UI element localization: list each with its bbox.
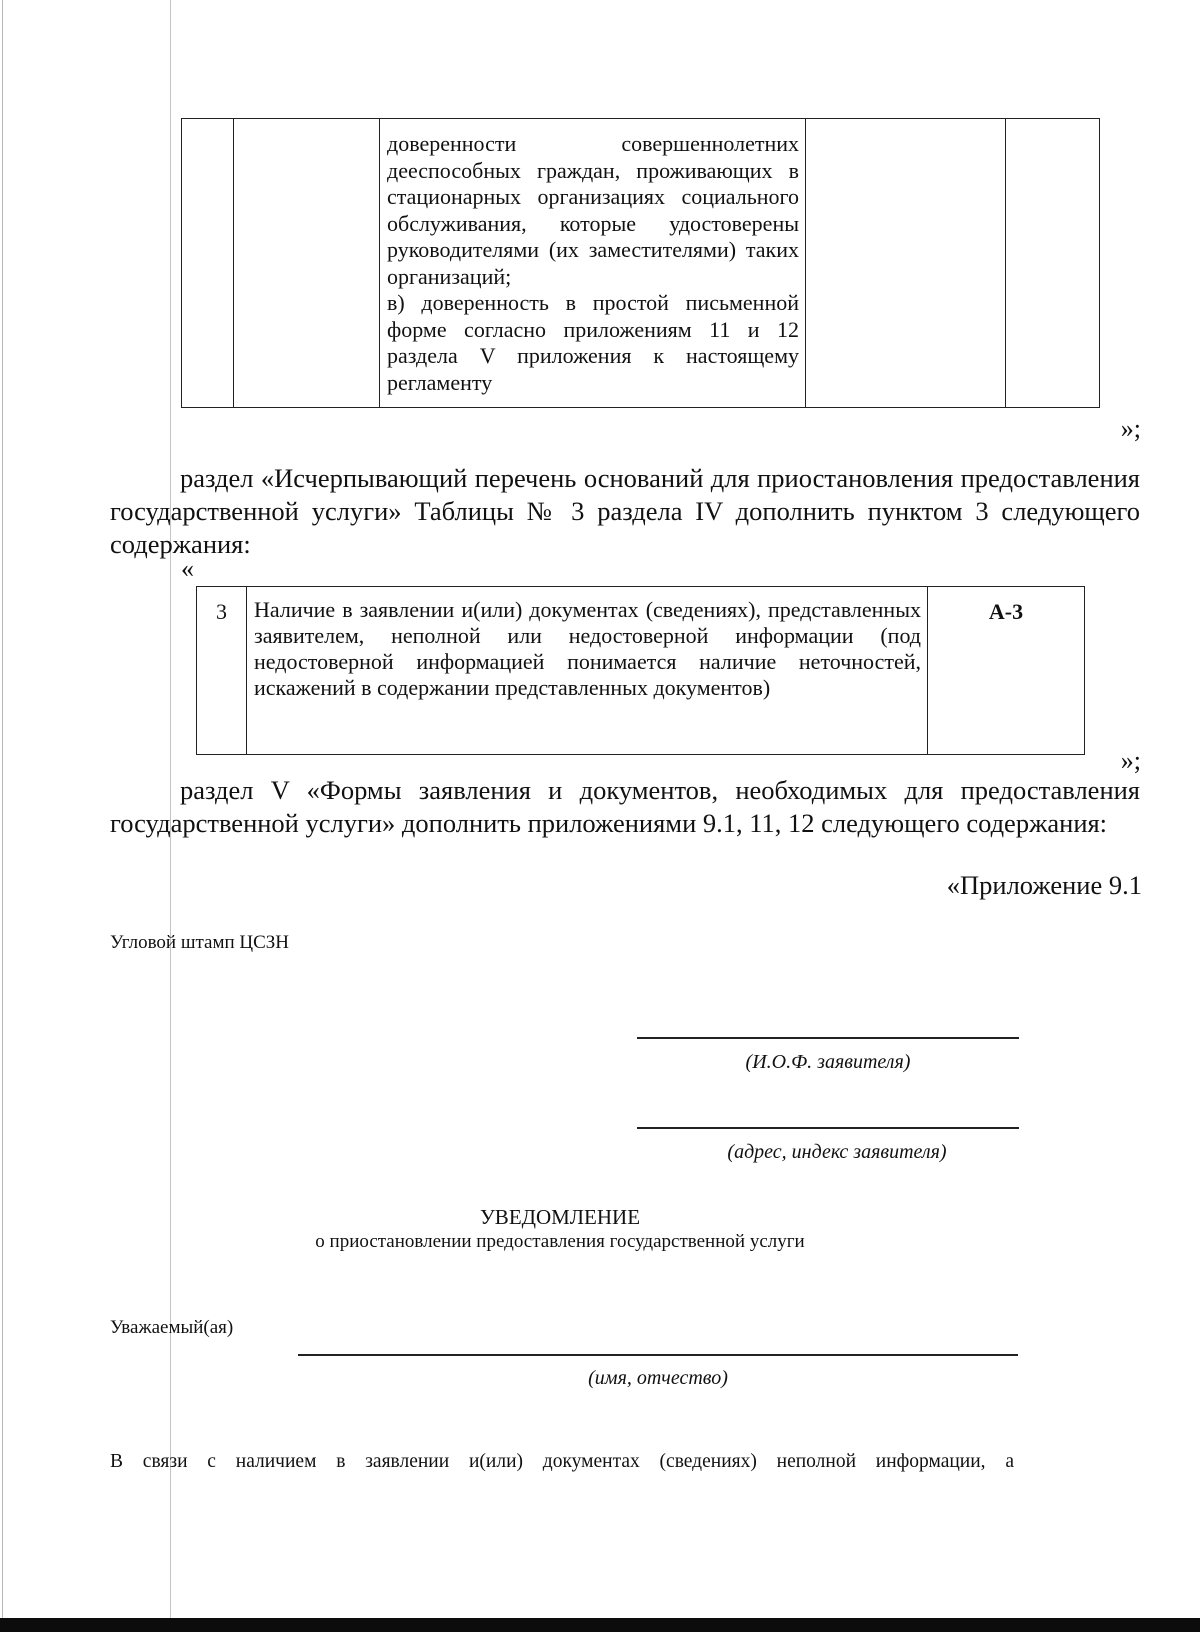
- table-cell-empty: [182, 119, 234, 408]
- table-cell-paragraph: доверенности совершеннолетних дееспособных граждан, проживающих в стационарных организациях социального обслуживания, которые удостоверены руководителями (их заместителями) таких организаций;: [387, 131, 799, 289]
- paragraph-section-v: раздел V «Формы заявления и документов, необходимых для предоставления государственной услуги» дополнить приложениями 9.1, 11, 12 следующего содержания:: [110, 775, 1140, 838]
- table-cell-empty: [234, 119, 380, 408]
- table-cell-empty: [1006, 119, 1100, 408]
- notice-body-text: В связи с наличием в заявлении и(или) документах (сведениях) неполной информации, а: [110, 1451, 1014, 1472]
- appendix-label: «Приложение 9.1: [946, 870, 1142, 900]
- table-cell-empty: [806, 119, 1006, 408]
- notice-subtitle: о приостановлении предоставления государственной услуги: [315, 1231, 805, 1252]
- corner-stamp-label: Угловой штамп ЦСЗН: [110, 932, 290, 953]
- recipient-name-caption: (имя, отчество): [588, 1367, 728, 1389]
- closing-quote: »;: [1120, 414, 1141, 443]
- applicant-name-line: [637, 1037, 1019, 1039]
- table-row: [182, 119, 1100, 408]
- scan-bottom-edge: [0, 1618, 1200, 1632]
- opening-quote: «: [181, 554, 194, 583]
- table-cell-number: 3: [197, 587, 247, 755]
- table-cell-paragraph: в) доверенность в простой письменной форме согласно приложениям 11 и 12 раздела V приложения к настоящему регламенту: [387, 290, 799, 395]
- table-cell-code: А-3: [928, 587, 1085, 755]
- recipient-name-line: [298, 1354, 1018, 1356]
- applicant-address-line: [637, 1127, 1019, 1129]
- table-row: [197, 587, 1085, 755]
- table-cell-text: Наличие в заявлении и(или) документах (сведениях), представленных заявителем, неполной или недостоверной информации (под недостоверной информацией понимается наличие неточностей, искажений в содержании представленных документов): [247, 587, 928, 755]
- scan-edge-line: [2, 0, 3, 1632]
- table-insertion: [196, 586, 1085, 755]
- table-continuation: [181, 118, 1100, 408]
- table-cell-text: [380, 119, 806, 408]
- notice-title: УВЕДОМЛЕНИЕ: [479, 1205, 641, 1229]
- closing-quote: »;: [1120, 746, 1141, 775]
- paragraph-section-amendment: раздел «Исчерпывающий перечень оснований для приостановления предоставления государственной услуги» Таблицы № 3 раздела IV дополнить пунктом 3 следующего содержания:: [110, 463, 1140, 559]
- salutation-label: Уважаемый(ая): [110, 1317, 234, 1338]
- applicant-name-caption: (И.О.Ф. заявителя): [745, 1051, 911, 1073]
- applicant-address-caption: (адрес, индекс заявителя): [727, 1141, 947, 1163]
